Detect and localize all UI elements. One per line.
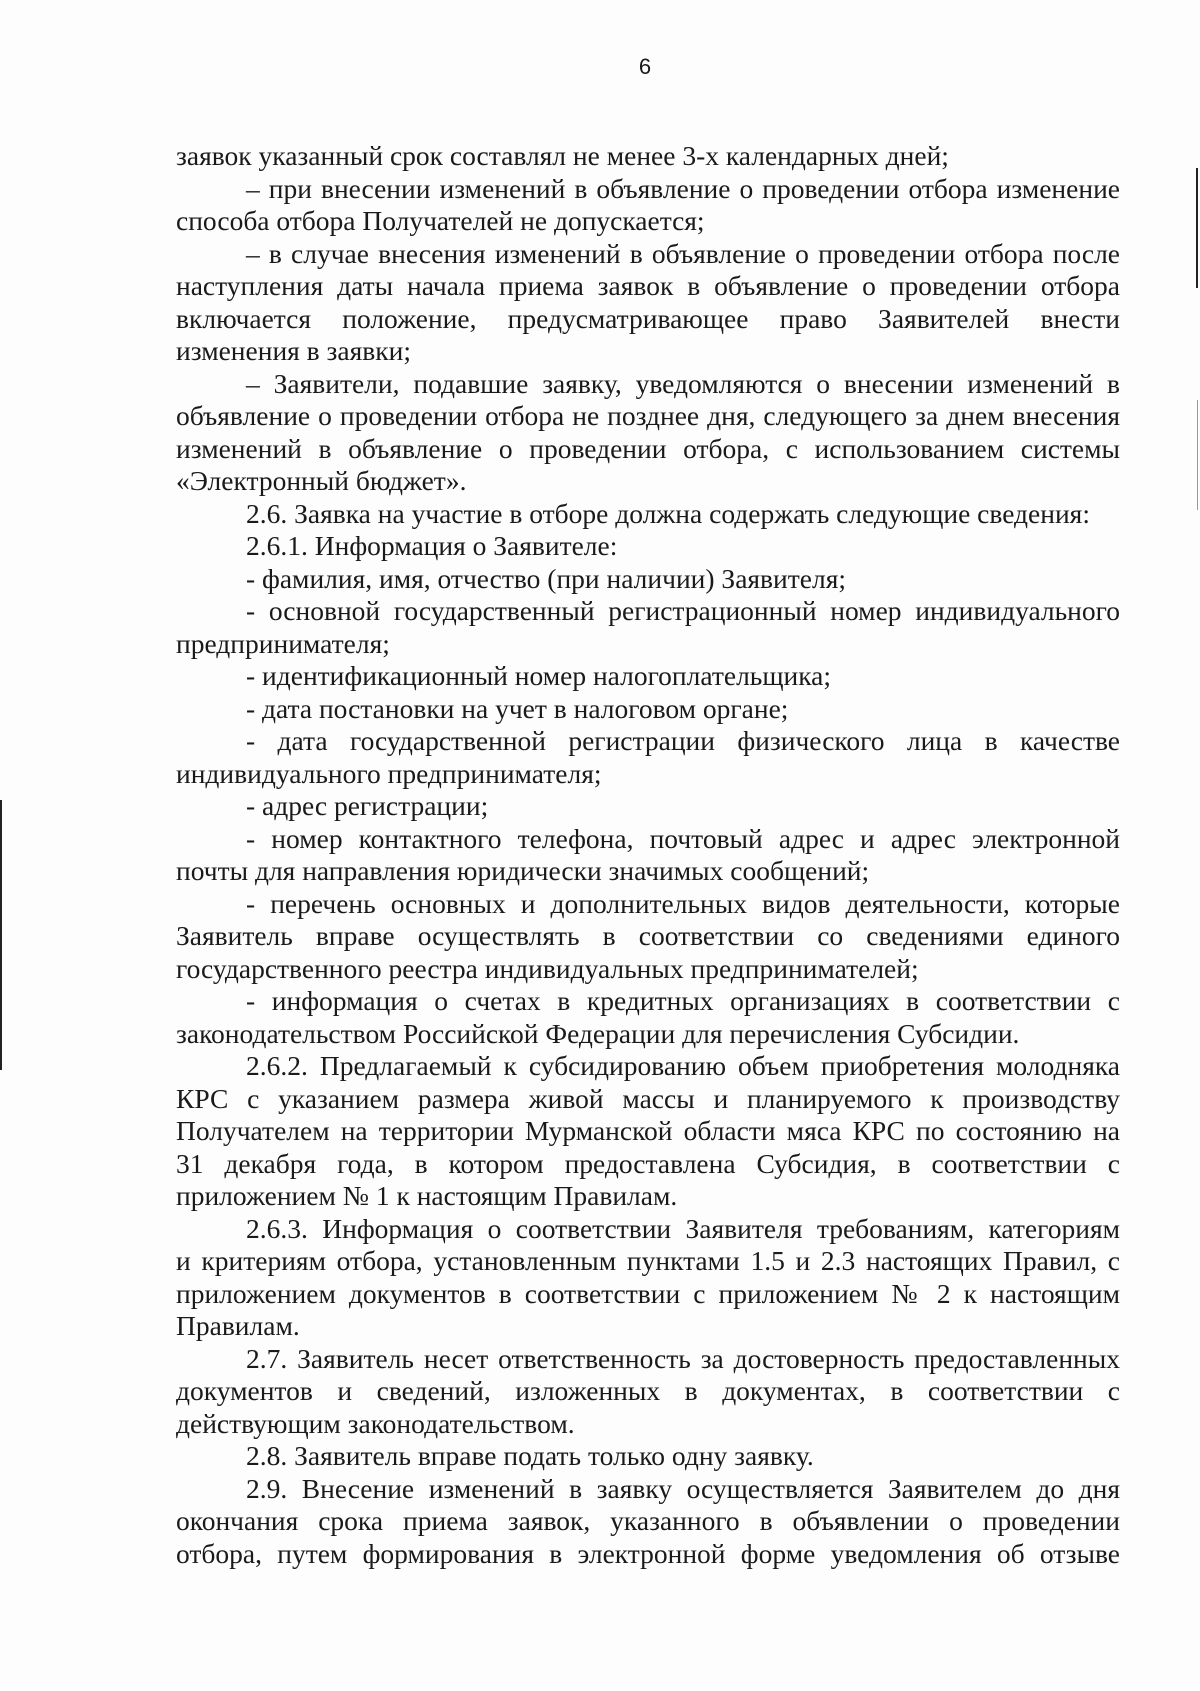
text-line: 2.8. Заявитель вправе подать только одну заявку. bbox=[246, 1440, 814, 1471]
text-line: Заявитель вправе осуществлять в соответствии со сведениями единого bbox=[176, 920, 1120, 951]
text-line: 2.9. Внесение изменений в заявку осуществляется Заявителем до дня bbox=[246, 1472, 1120, 1504]
text-line: - информация о счетах в кредитных организациях в соответствии с bbox=[246, 985, 1120, 1016]
text-line: и критериям отбора, установленным пунктами 1.5 и 2.3 настоящих Правил, с bbox=[176, 1245, 1120, 1276]
text-line: государственного реестра индивидуальных предпринимателей; bbox=[176, 952, 919, 984]
text-line: заявок указанный срок составлял не менее 3-х календарных дней; bbox=[176, 140, 949, 171]
document-body bbox=[176, 140, 1120, 1570]
text-line: 2.7. Заявитель несет ответственность за достоверность предоставленных bbox=[246, 1342, 1120, 1374]
text-line: включается положение, предусматривающее право Заявителей внести bbox=[176, 302, 1120, 334]
text-line: Получателем на территории Мурманской области мяса КРС по состоянию на bbox=[176, 1115, 1120, 1146]
text-line: приложением № 1 к настоящим Правилам. bbox=[176, 1180, 678, 1211]
text-line: - основной государственный регистрационный номер индивидуального bbox=[246, 595, 1120, 626]
text-line: индивидуального предпринимателя; bbox=[176, 757, 602, 789]
text-line: 31 декабря года, в котором предоставлена Субсидия, в соответствии с bbox=[176, 1147, 1120, 1179]
text-line: отбора, путем формирования в электронной форме уведомления об отзыве bbox=[176, 1537, 1120, 1569]
text-line: - фамилия, имя, отчество (при наличии) Заявителя; bbox=[246, 562, 846, 594]
page-number: 6 bbox=[638, 54, 652, 79]
text-line: – Заявители, подавшие заявку, уведомляются о внесении изменений в bbox=[246, 367, 1120, 399]
text-line: 2.6. Заявка на участие в отборе должна содержать следующие сведения: bbox=[246, 497, 1090, 529]
text-line: - номер контактного телефона, почтовый адрес и адрес электронной bbox=[246, 822, 1120, 854]
text-line: изменения в заявки; bbox=[176, 335, 411, 366]
text-line: окончания срока приема заявок, указанного в объявлении о проведении bbox=[176, 1505, 1120, 1536]
text-line: - адрес регистрации; bbox=[246, 790, 489, 821]
text-line: почты для направления юридически значимых сообщений; bbox=[176, 855, 870, 886]
scan-edge-mark-right-lower bbox=[1197, 400, 1198, 510]
text-line: - дата постановки на учет в налоговом органе; bbox=[246, 692, 789, 724]
text-line: – в случае внесения изменений в объявление о проведении отбора после bbox=[246, 237, 1120, 269]
scan-edge-mark-left bbox=[0, 800, 2, 1070]
text-line: - дата государственной регистрации физического лица в качестве bbox=[246, 725, 1120, 756]
text-line: КРС с указанием размера живой массы и планируемого к производству bbox=[176, 1082, 1120, 1114]
text-line: действующим законодательством. bbox=[176, 1407, 575, 1439]
text-line: – при внесении изменений в объявление о проведении отбора изменение bbox=[246, 172, 1120, 204]
text-line: наступления даты начала приема заявок в объявление о проведении отбора bbox=[176, 270, 1120, 301]
text-line: законодательством Российской Федерации для перечисления Субсидии. bbox=[176, 1017, 1020, 1049]
text-line: приложением документов в соответствии с приложением № 2 к настоящим bbox=[176, 1277, 1120, 1309]
text-line: 2.6.3. Информация о соответствии Заявителя требованиям, категориям bbox=[246, 1212, 1120, 1244]
text-line: - перечень основных и дополнительных видов деятельности, которые bbox=[246, 887, 1120, 919]
text-line: предпринимателя; bbox=[176, 627, 390, 659]
scan-edge-mark-right bbox=[1196, 168, 1198, 288]
text-line: объявление о проведении отбора не позднее дня, следующего за днем внесения bbox=[176, 400, 1120, 431]
text-line: документов и сведений, изложенных в документах, в соответствии с bbox=[176, 1375, 1120, 1406]
text-line: способа отбора Получателей не допускается; bbox=[176, 205, 705, 236]
text-line: 2.6.1. Информация о Заявителе: bbox=[246, 530, 618, 561]
text-line: - идентификационный номер налогоплательщика; bbox=[246, 660, 832, 691]
text-line: «Электронный бюджет». bbox=[176, 465, 467, 496]
text-line: 2.6.2. Предлагаемый к субсидированию объем приобретения молодняка bbox=[246, 1050, 1120, 1081]
text-line: Правилам. bbox=[176, 1310, 300, 1341]
text-line: изменений в объявление о проведении отбора, с использованием системы bbox=[176, 432, 1120, 464]
